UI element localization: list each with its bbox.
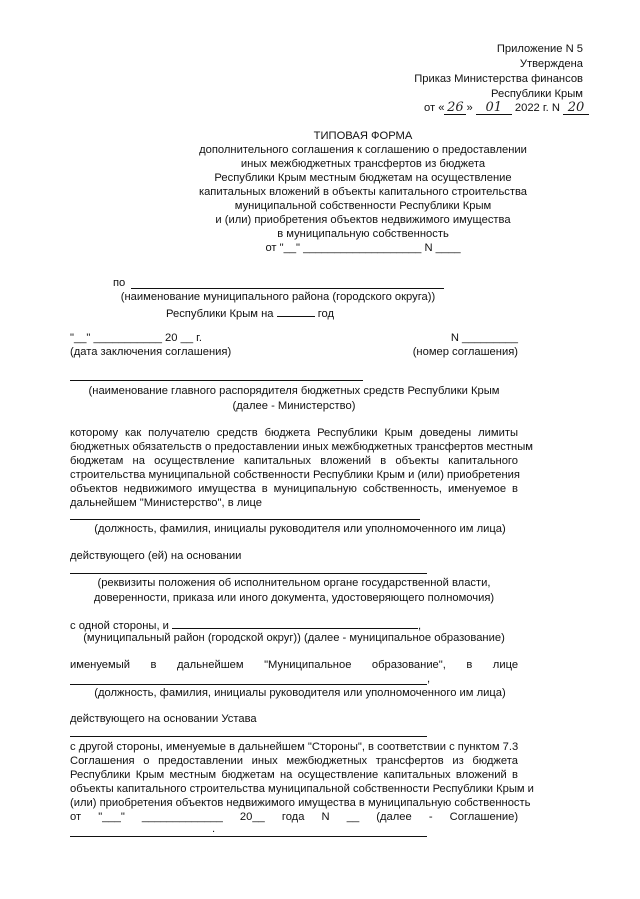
reference-dot: . <box>212 823 216 835</box>
approved-label: Утверждена <box>519 58 583 70</box>
region-year-line <box>166 305 334 322</box>
ministry-name-blank <box>70 380 363 381</box>
title-line-3: Республики Крым местным бюджетам на осуществление <box>214 172 512 184</box>
title-line-5: муниципальной собственности Республики Крым <box>234 200 492 212</box>
agreement-extra-blank <box>70 836 427 837</box>
ref-word-8: (далее <box>376 811 412 823</box>
order-date-year: 2022 г. N <box>514 102 560 114</box>
municipal-caption: (муниципальный район (городской округ)) (далее - муниципальное образование) <box>83 632 505 644</box>
named-word-1: именуемый <box>70 659 131 671</box>
order-label: Приказ Министерства финансов <box>414 73 583 85</box>
order-date-line <box>424 101 589 116</box>
form-title: ТИПОВАЯ ФОРМА <box>313 130 413 142</box>
ref-word-9: - <box>428 811 433 823</box>
named-word-5: образование", <box>371 659 446 671</box>
title-line-2: иных межбюджетных трансфертов из бюджета <box>240 158 486 170</box>
ref-word-2: "___" <box>98 811 125 823</box>
region-year-blank <box>277 305 315 317</box>
official-name-blank <box>70 519 420 520</box>
agreement-number-caption: (номер соглашения) <box>412 346 518 358</box>
named-word-4: "Муниципальное <box>264 659 352 671</box>
title-line-1: дополнительного соглашения к соглашению о предоставлении <box>199 144 527 156</box>
ref-word-4: 20__ <box>239 811 265 823</box>
region-po-label: по <box>113 277 126 289</box>
requisites-caption-2: доверенности, приказа или иного документа, удостоверяющего полномочия) <box>93 592 495 604</box>
ref-word-1: от <box>70 811 82 823</box>
ref-word-5: года <box>281 811 305 823</box>
title-line-6: и (или) приобретения объектов недвижимого имущества <box>215 214 511 226</box>
paragraph2-line-1: с другой стороны, именуемые в дальнейшем "Стороны", в соответствии с пунктом 7.3 <box>70 741 519 753</box>
region-name-blank <box>131 288 444 289</box>
order-number: 20 <box>563 102 589 115</box>
ref-word-10: Соглашение) <box>449 811 519 823</box>
one-side-label: с одной стороны, и <box>70 620 169 632</box>
republic-label: Республики Крым <box>491 88 583 100</box>
order-date-month: 01 <box>476 102 512 115</box>
paragraph1-line-2: бюджетных обязательств о предоставлении иных межбюджетных трансфертов местным <box>70 441 533 453</box>
paragraph2-line-3: Республики Крым местным бюджетам на осуществление капитальных вложений в <box>70 769 518 781</box>
agreement-date-caption: (дата заключения соглашения) <box>70 346 232 358</box>
ref-word-6: N <box>321 811 330 823</box>
official-caption-2: (должность, фамилия, инициалы руководителя или уполномоченного им лица) <box>94 687 506 699</box>
named-word-6: в <box>466 659 473 671</box>
region-caption: (наименование муниципального района (городского округа)) <box>120 291 436 303</box>
agreement-date-field: "__" ___________ 20 __ г. <box>70 332 202 344</box>
agreement-number-field: N _________ <box>450 332 518 344</box>
paragraph1-line-1: которому как получателю средств бюджета Республики Крым доведены лимиты <box>70 427 518 439</box>
named-word-2: в <box>150 659 157 671</box>
paragraph2-line-4: объекты капитального строительства муниципальной собственности Республики Крым и <box>70 783 534 795</box>
order-date-prefix: от « <box>424 102 445 114</box>
ref-word-3: _____________ <box>141 811 223 823</box>
agreement-reference-line <box>70 810 518 825</box>
paragraph2-line-2: Соглашения о предоставлении иных межбюджетных трансфертов из бюджета <box>70 755 518 767</box>
named-word-3: дальнейшем <box>176 659 244 671</box>
title-line-7: в муниципальную собственность <box>277 228 449 240</box>
appendix-number: Приложение N 5 <box>496 43 583 55</box>
official-name-blank-2 <box>70 684 427 685</box>
paragraph2-line-5: (или) приобретения объектов недвижимого имущества в муниципальную собственность <box>70 797 531 809</box>
title-line-4: капитальных вложений в объекты капитального строительства <box>198 186 528 198</box>
ref-word-7: __ <box>346 811 360 823</box>
acting-basis-label: действующего (ей) на основании <box>70 550 242 562</box>
requisites-blank <box>70 573 427 574</box>
named-word-7: лице <box>492 659 519 671</box>
ministry-caption-1: (наименование главного распорядителя бюджетных средств Республики Крым <box>88 385 500 397</box>
region-year-suffix: год <box>317 308 335 320</box>
paragraph1-line-4: строительства муниципальной собственности Республики Крым и (или) приобретения <box>70 469 520 481</box>
order-date-mid: » <box>466 102 473 114</box>
named-comma: , <box>427 673 431 685</box>
municipality-blank <box>172 617 418 629</box>
acting-charter-label: действующего на основании Устава <box>70 713 257 725</box>
paragraph1-line-3: бюджетам на осуществление капитальных вложений в объекты капитального <box>70 455 518 467</box>
named-line <box>70 658 518 673</box>
paragraph1-line-5: объектов недвижимого имущества в муниципальную собственность, именуемое в <box>70 483 518 495</box>
requisites-caption-1: (реквизиты положения об исполнительном органе государственной власти, <box>97 577 491 589</box>
paragraph1-line-6: дальнейшем "Министерство", в лице <box>70 497 263 509</box>
ministry-caption-2: (далее - Министерство) <box>232 400 356 412</box>
order-date-day: 26 <box>444 102 466 115</box>
official-caption: (должность, фамилия, инициалы руководителя или уполномоченного им лица) <box>94 523 506 535</box>
title-from-line: от "__" ___________________ N ____ <box>265 242 461 254</box>
region-republic-prefix: Республики Крым на <box>166 308 274 320</box>
charter-blank <box>70 736 427 737</box>
one-side-comma: , <box>418 620 422 632</box>
